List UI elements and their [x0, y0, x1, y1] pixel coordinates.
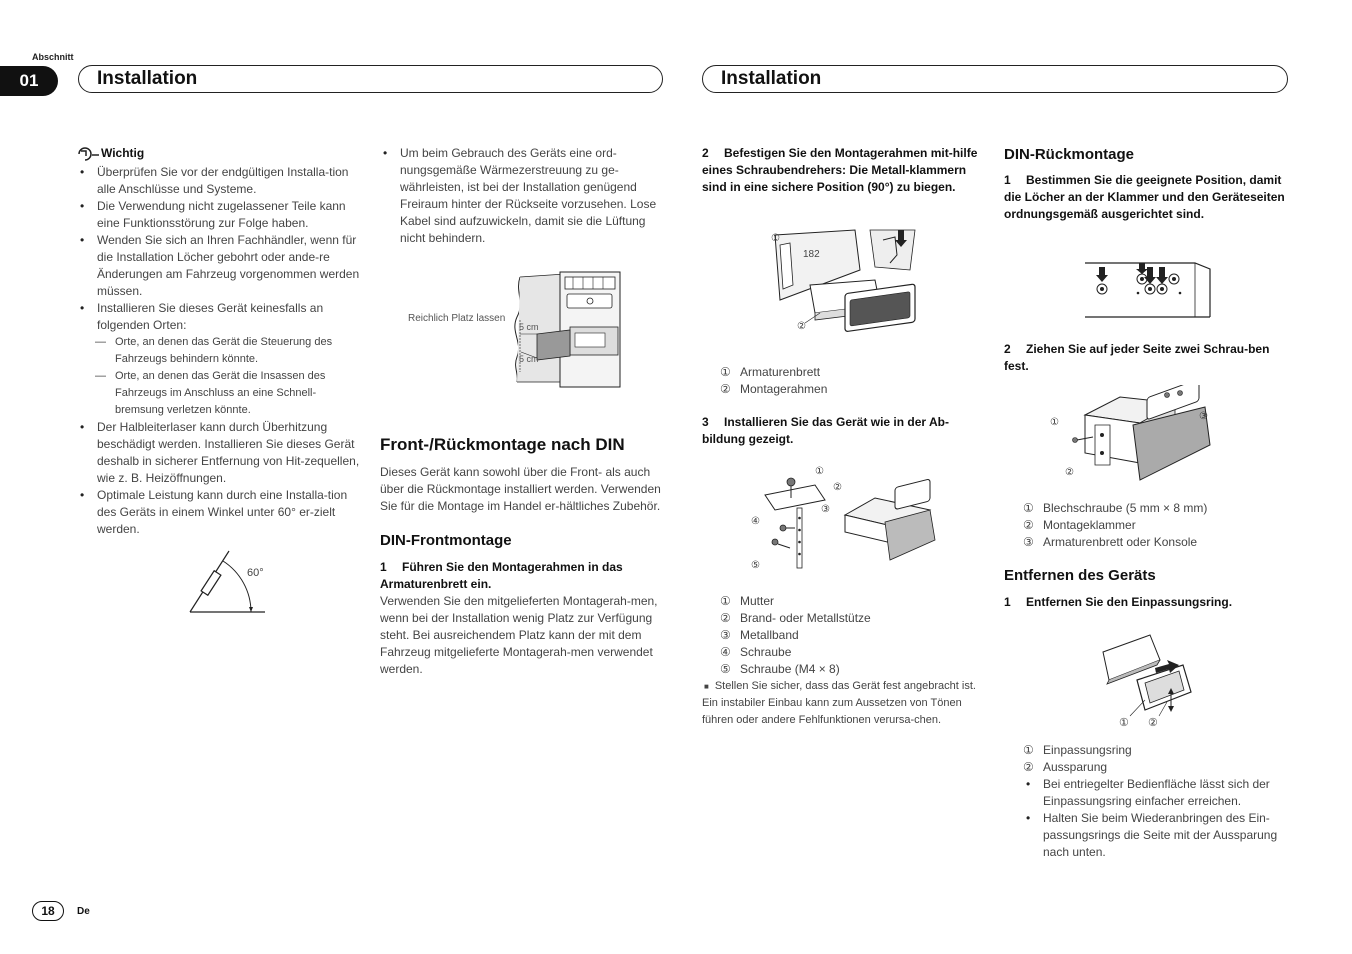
- legend-number: ④: [720, 645, 731, 659]
- list-item: • Installieren Sie dieses Gerät keinesfalls an folgenden Orten:: [77, 300, 364, 334]
- legend-text: Montagerahmen: [740, 382, 828, 396]
- section-heading-din: Front-/Rückmontage nach DIN: [380, 435, 625, 454]
- step-heading: [1004, 341, 1289, 375]
- marker-2: ②: [833, 482, 842, 493]
- legend-installation: [720, 593, 985, 678]
- legend-text: Armaturenbrett: [740, 365, 821, 379]
- list-item: • Optimale Leistung kann durch eine Installa-tion des Geräts in einem Winkel unter 60° er-zielt werden.: [77, 487, 364, 538]
- legend-number: ①: [720, 594, 731, 608]
- marker-2: ②: [797, 321, 806, 332]
- legend-text: Aussparung: [1043, 760, 1108, 774]
- list-item: • Bei entriegelter Bedienfläche lässt sich der Einpassungsring einfacher erreichen.: [1023, 776, 1288, 810]
- legend-number: ⑤: [720, 662, 731, 676]
- trim-ring-figure: [1095, 630, 1195, 732]
- important-label: Wichtig: [101, 146, 145, 160]
- column-2: [380, 145, 665, 247]
- marker-3: ③: [1199, 411, 1208, 422]
- marker-1: ①: [1119, 717, 1129, 729]
- section-label: Abschnitt: [32, 52, 74, 62]
- legend-frame: [720, 364, 985, 398]
- section-number-badge: 01: [0, 66, 58, 96]
- page-number: 18: [32, 901, 64, 921]
- legend-text: Armaturenbrett oder Konsole: [1043, 535, 1198, 549]
- page-title-right: Installation: [702, 65, 1288, 93]
- legend-item: [1023, 500, 1288, 517]
- step-title: Installieren Sie das Gerät wie in der Ab-bildung gezeigt.: [702, 415, 949, 446]
- legend-number: ②: [720, 611, 731, 625]
- step-title: Führen Sie den Montagerahmen in das Armaturenbrett ein.: [380, 560, 623, 591]
- page-title-left: Installation: [78, 65, 663, 93]
- figure-label: Reichlich Platz lassen: [408, 313, 506, 324]
- legend-item: [720, 644, 985, 661]
- list-item: • Halten Sie beim Wiederanbringen des Ein-passungsrings die Seite mit der Aussparung nach unten.: [1023, 810, 1288, 861]
- step-number: 1: [1004, 595, 1011, 609]
- legend-text: Blechschraube (5 mm × 8 mm): [1043, 501, 1208, 515]
- list-item: • Wenden Sie sich an Ihren Fachhändler, wenn für die Installation Löcher gebohrt oder ande-re Änderungen am Fahrzeug vorgenommen werden müssen.: [77, 232, 364, 300]
- note-paragraph: [702, 678, 987, 729]
- legend-text: Montageklammer: [1043, 518, 1136, 532]
- legend-item: [720, 364, 985, 381]
- step-number: 2: [702, 146, 709, 160]
- legend-item: [720, 610, 985, 627]
- important-note-icon: [77, 146, 101, 162]
- legend-item: [1023, 742, 1288, 759]
- legend-text: Metallband: [740, 628, 799, 642]
- dimension-label-bottom: 5 cm: [519, 354, 539, 364]
- note-symbol: ■: [704, 682, 709, 691]
- legend-number: ③: [1023, 535, 1034, 549]
- column-3-step3: [702, 414, 987, 448]
- step-number: 3: [702, 415, 709, 429]
- installation-figure: [745, 460, 945, 580]
- column-4: [1004, 145, 1289, 223]
- marker-5: ⑤: [751, 560, 760, 571]
- step-number: 2: [1004, 342, 1011, 356]
- column-4-step2: [1004, 341, 1289, 375]
- column-4-removal: [1004, 566, 1289, 611]
- important-heading: [77, 145, 364, 162]
- marker-1: ①: [1050, 417, 1059, 428]
- step-number: 1: [380, 560, 387, 574]
- marker-4: ④: [751, 516, 760, 527]
- legend-number: ①: [1023, 743, 1034, 757]
- legend-item: [1023, 534, 1288, 551]
- rear-mount-figure: [1045, 385, 1225, 490]
- step-heading: [702, 414, 987, 448]
- step-title: Bestimmen Sie die geeignete Position, damit die Löcher an der Klammer und den Geräteseiten ordnungsgemäß ausgerichtet sind.: [1004, 173, 1285, 221]
- marker-1: ①: [771, 233, 780, 244]
- legend-trim-ring: [1023, 742, 1288, 861]
- legend-number: ②: [1023, 518, 1034, 532]
- legend-item: [1023, 759, 1288, 776]
- list-item: • Um beim Gebrauch des Geräts eine ord-nungsgemäße Wärmezerstreuung zu ge-währleisten, ist bei der Installation genügend Freiraum hinter der Rückseite vorzusehen. Lose Kabel sind aufzuwickeln, damit sie die Lüftung nicht behindern.: [380, 145, 665, 247]
- dimension-label-top: 5 cm: [519, 322, 539, 332]
- section-heading-din-rear: DIN-Rückmontage: [1004, 146, 1135, 163]
- step-text: Verwenden Sie den mitgelieferten Montagerah-men, wenn bei der Installation wenig Platz zur Verfügung steht. Bei ausreichendem Platz kann der mit dem Fahrzeug mitgelieferte Montagerah-men verwendet werden.: [380, 594, 658, 676]
- legend-text: Einpassungsring: [1043, 743, 1132, 757]
- legend-item: [1023, 517, 1288, 534]
- legend-item: [720, 627, 985, 644]
- step-title: Befestigen Sie den Montagerahmen mit-hilfe eines Schraubendrehers: Die Metall-klammern sind in eine sichere Position (90°) zu biegen.: [702, 146, 978, 194]
- marker-1: ①: [815, 466, 824, 477]
- marker-3: ③: [821, 504, 830, 515]
- angle-label: 60°: [247, 567, 264, 579]
- list-item: • Der Halbleiterlaser kann durch Überhitzung beschädigt werden. Installieren Sie dieses Gerät deshalb in sicherer Entfernung von Hit-zequellen, wie z. B. Heizöffnungen.: [77, 419, 364, 487]
- legend-number: ②: [720, 382, 731, 396]
- language-code: De: [77, 906, 90, 917]
- bracket-holes-figure: [1080, 255, 1220, 325]
- step-number: 1: [1004, 173, 1011, 187]
- legend-text: Schraube: [740, 645, 792, 659]
- list-item: • Überprüfen Sie vor der endgültigen Installa-tion alle Anschlüsse und Systeme.: [77, 164, 364, 198]
- sub-list-item: — Orte, an denen das Gerät die Steuerung des Fahrzeugs behindern könnte.: [77, 334, 364, 368]
- legend-item: [720, 661, 985, 678]
- list-item: • Die Verwendung nicht zugelassener Teile kann eine Funktionsstörung zur Folge haben.: [77, 198, 364, 232]
- sub-list-item: — Orte, an denen das Gerät die Insassen des Fahrzeugs im Anschluss an eine Schnell-bremsung verletzen könnte.: [77, 368, 364, 419]
- section-heading-removal: Entfernen des Geräts: [1004, 567, 1156, 584]
- column-1: [77, 145, 364, 538]
- step-heading: [380, 559, 665, 593]
- legend-text: Mutter: [740, 594, 775, 608]
- marker-2: ②: [1065, 467, 1074, 478]
- step-title: Entfernen Sie den Einpassungsring.: [1026, 595, 1233, 609]
- legend-number: ①: [720, 365, 731, 379]
- marker-2: ②: [1148, 717, 1158, 729]
- step-heading: [1004, 172, 1289, 223]
- step-heading: [702, 145, 987, 196]
- legend-item: [720, 381, 985, 398]
- angle-figure: [185, 548, 275, 618]
- frame-label: 182: [803, 249, 820, 260]
- legend-text: Schraube (M4 × 8): [740, 662, 840, 676]
- ventilation-figure: [405, 262, 625, 392]
- subheading-din-front: DIN-Frontmontage: [380, 532, 512, 549]
- note-text: Stellen Sie sicher, dass das Gerät fest angebracht ist. Ein instabiler Einbau kann zum Aussetzen von Tönen führen oder andere Fehlfunktionen verursa-chen.: [702, 680, 976, 726]
- step-heading: [1004, 594, 1289, 611]
- legend-text: Brand- oder Metallstütze: [740, 611, 871, 625]
- column-3: [702, 145, 987, 196]
- mounting-frame-figure: [765, 225, 925, 355]
- intro-paragraph: Dieses Gerät kann sowohl über die Front- als auch über die Rückmontage installiert werden. Verwenden Sie für die Montage im Handel er-hältliches Zubehör.: [380, 465, 661, 513]
- column-2-section: [380, 434, 665, 678]
- step-title: Ziehen Sie auf jeder Seite zwei Schrau-ben fest.: [1004, 342, 1270, 373]
- legend-rear-mount: [1023, 500, 1288, 551]
- legend-number: ①: [1023, 501, 1034, 515]
- legend-item: [720, 593, 985, 610]
- legend-number: ③: [720, 628, 731, 642]
- legend-number: ②: [1023, 760, 1034, 774]
